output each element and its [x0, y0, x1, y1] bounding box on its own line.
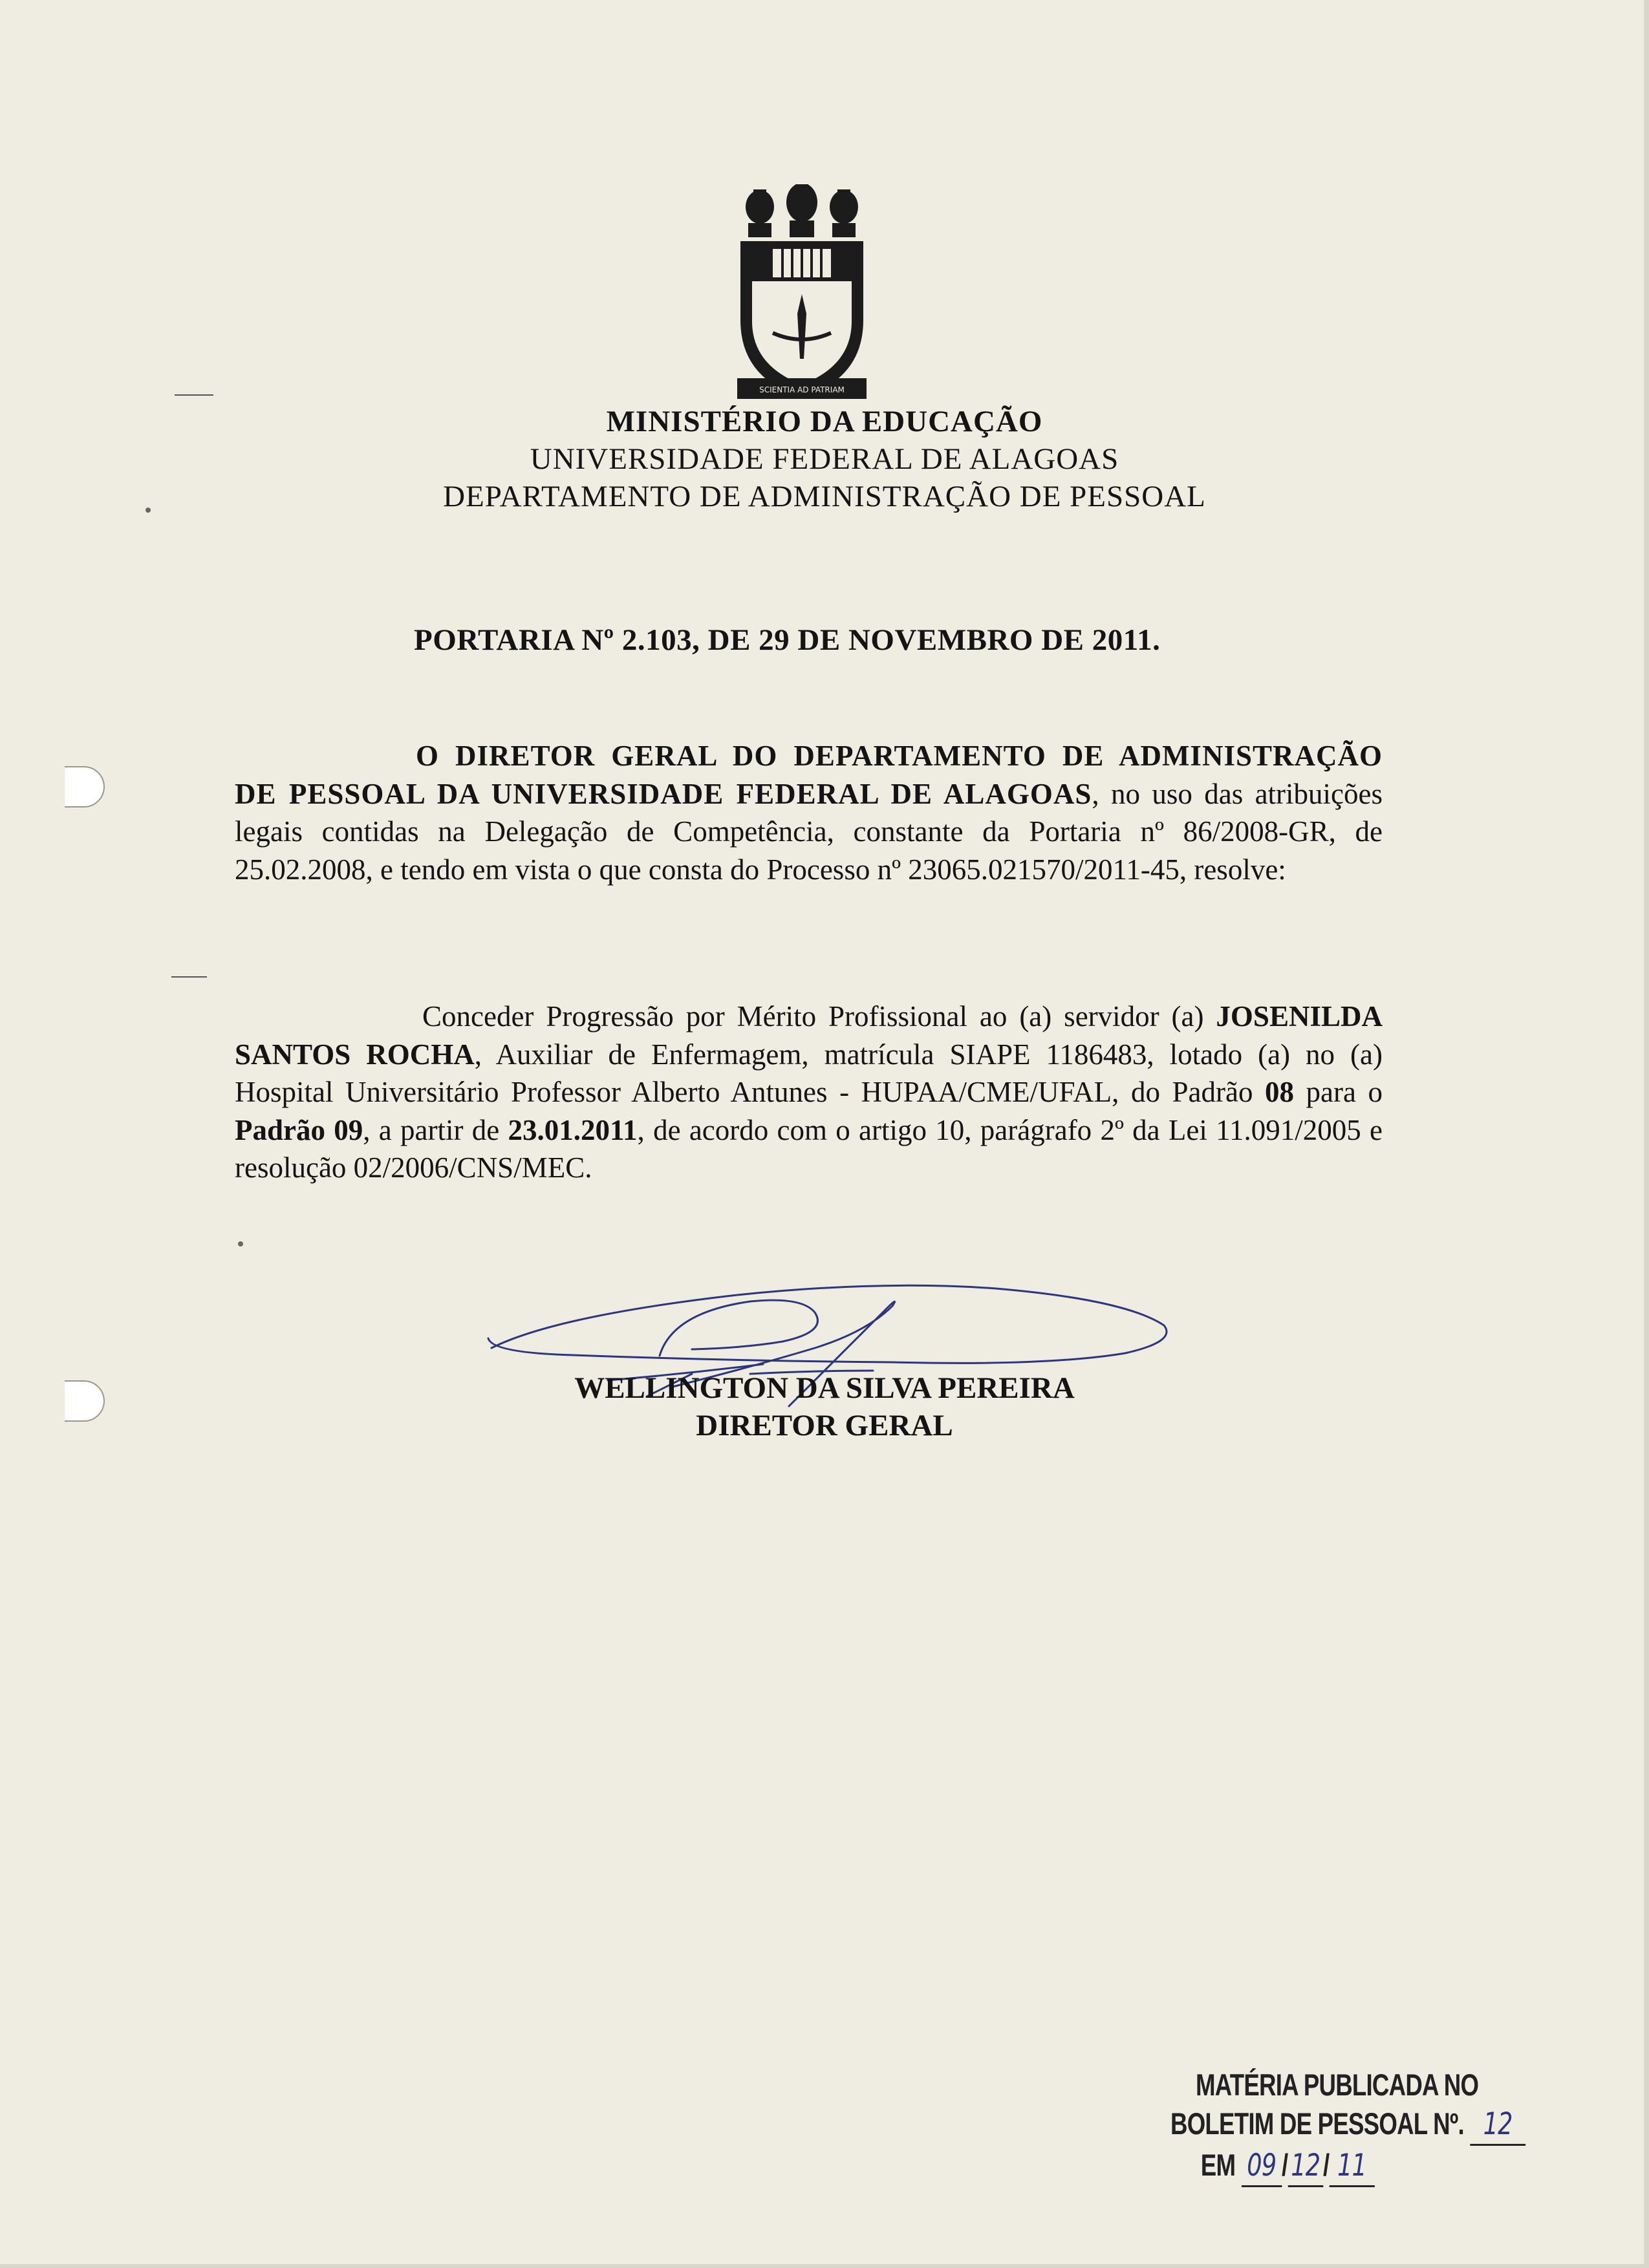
resolution-text-2: , Auxiliar de Enfermagem, matrícula SIAPE 1186483, lotado (a) no (a) Hospital Universitário Professor Alberto Antunes - HUPAA/CME/UFAL, do Padrão	[235, 1038, 1383, 1108]
portaria-title: PORTARIA Nº 2.103, DE 29 DE NOVEMBRO DE 2011.	[414, 623, 1161, 657]
signatory-name: WELLINGTON DA SILVA PEREIRA	[574, 1371, 1075, 1405]
preamble-lead: O DIRETOR GERAL DO DEPARTAMENTO DE ADMINISTRAÇÃO DE PESSOAL DA UNIVERSIDADE FEDERAL DE ALAGOAS	[235, 740, 1383, 810]
publication-stamp	[1170, 2066, 1513, 2187]
scan-mark-middle	[171, 976, 207, 978]
resolution-text-3: para o	[1293, 1076, 1383, 1108]
stamp-month: 12	[1288, 2146, 1323, 2187]
effective-date: 23.01.2011	[508, 1113, 638, 1146]
preamble-text: , no uso das atribuições legais contidas na Delegação de Competência, constante da Portaria nº 86/2008-GR, de 25.02.2008, e tendo em vista o que consta do Processo nº 23065.021570/2011-45, resolve:	[235, 777, 1383, 886]
university-crest-icon	[734, 184, 870, 407]
stamp-date-label: EM	[1200, 2148, 1236, 2182]
stamp-year: 11	[1329, 2146, 1374, 2187]
stamp-line-2	[1170, 2104, 1513, 2146]
paper-bottom-edge	[0, 2264, 1649, 2268]
to-grade: Padrão 09	[235, 1113, 363, 1146]
paper-edge	[1644, 0, 1649, 2268]
crest-motto: SCIENTIA AD PATRIAM	[759, 385, 845, 394]
resolution-text-1: Conceder Progressão por Mérito Profissional ao (a) servidor (a)	[422, 1000, 1216, 1032]
scan-dot	[238, 1241, 243, 1246]
preamble-paragraph	[235, 737, 1383, 888]
stamp-bulletin-number: 12	[1470, 2105, 1525, 2146]
stamp-day: 09	[1242, 2146, 1282, 2187]
resolution-text-4: , a partir de	[363, 1113, 508, 1146]
resolution-paragraph	[235, 998, 1383, 1187]
stamp-bulletin-label: BOLETIM DE PESSOAL Nº.	[1170, 2106, 1464, 2141]
header-ministry: MINISTÉRIO DA EDUCAÇÃO	[606, 405, 1043, 438]
from-grade: 08	[1264, 1076, 1294, 1108]
header-department: DEPARTAMENTO DE ADMINISTRAÇÃO DE PESSOAL	[443, 480, 1206, 513]
scan-mark-top	[175, 394, 213, 396]
stamp-line-1: MATÉRIA PUBLICADA NO	[1196, 2068, 1479, 2102]
header-university: UNIVERSIDADE FEDERAL DE ALAGOAS	[530, 442, 1119, 476]
servant-name: JOSENILDA SANTOS ROCHA	[235, 1000, 1383, 1071]
punch-hole-top	[65, 766, 105, 808]
resolution-text-5: , de acordo com o artigo 10, parágrafo 2º da Lei 11.091/2005 e resolução 02/2006/CNS/MEC.	[235, 1113, 1383, 1184]
stamp-separator: /	[1282, 2148, 1288, 2182]
stamp-separator: /	[1323, 2148, 1330, 2182]
signatory-role: DIRETOR GERAL	[696, 1409, 953, 1442]
stamp-line-3	[1170, 2146, 1453, 2187]
